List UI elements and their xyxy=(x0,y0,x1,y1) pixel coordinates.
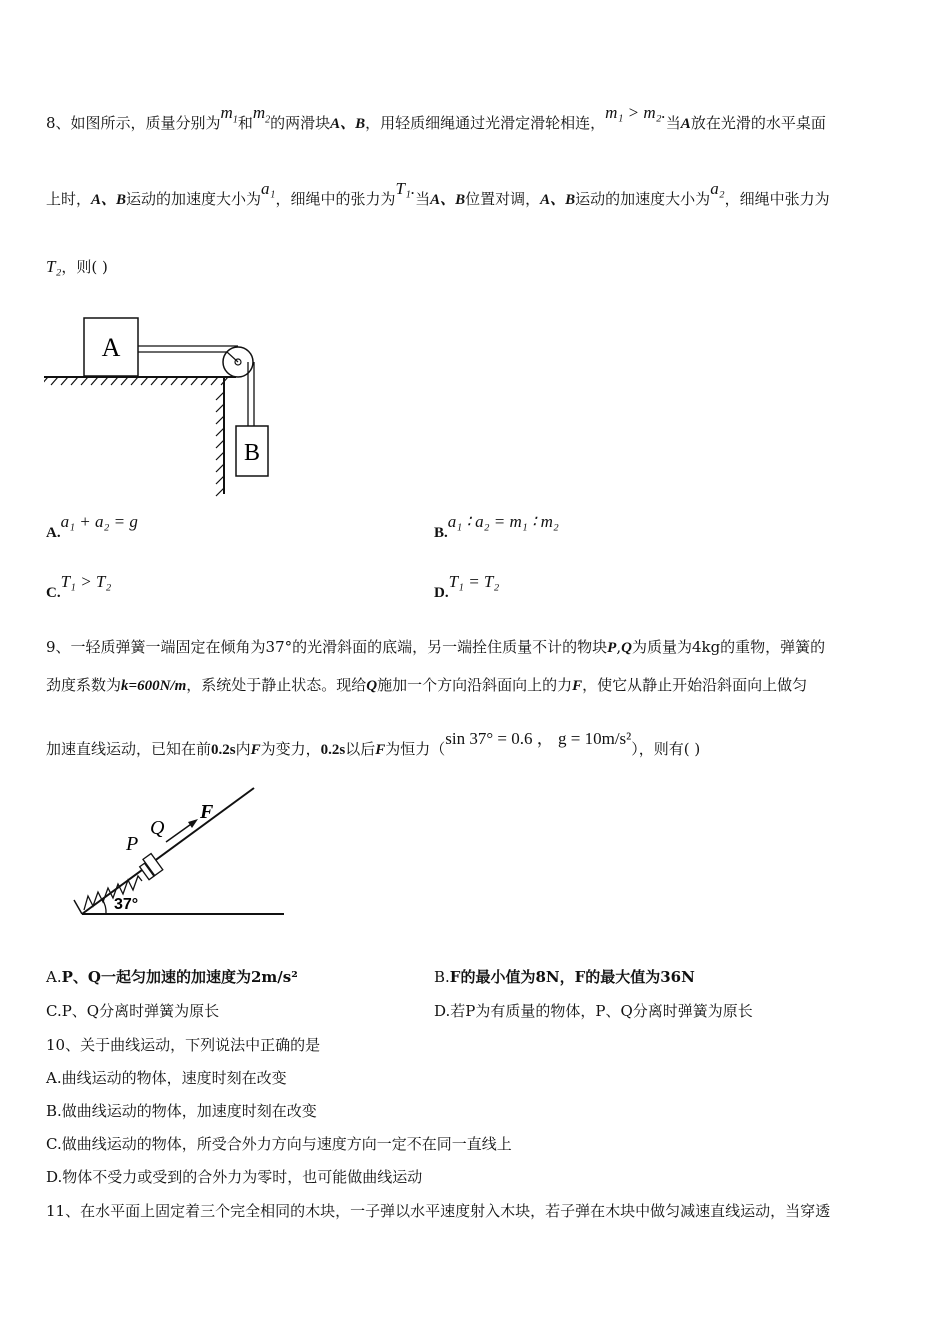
a1-symbol: a₁ xyxy=(261,179,276,198)
t2-symbol: T₂ xyxy=(46,257,62,276)
q8-line-1: 8、如图所示，质量分别为$m_1$和$m_2$的两滑块A、B，用轻质细绳通过光滑定滑轮相连，m₁ > m₂.当A放在光滑的水平桌面 xyxy=(46,103,826,132)
q10-option-c[interactable]: C.做曲线运动的物体，所受合外力方向与速度方向一定不在同一直线上 xyxy=(46,1135,512,1153)
q11-stem: 11、在水平面上固定着三个完全相同的木块，一子弹以水平速度射入木块，若子弹在木块中做匀减速直线运动，当穿透 xyxy=(46,1202,831,1220)
q9-option-c[interactable]: C.P、Q分离时弹簧为原长 xyxy=(46,1002,220,1020)
q8-option-c[interactable]: C.T₁ > T₂ xyxy=(46,572,112,601)
q10-option-d[interactable]: D.物体不受力或受到的合外力为零时，也可能做曲线运动 xyxy=(46,1168,423,1186)
q9-option-b[interactable]: B.F的最小值为8N，F的最大值为36N xyxy=(434,968,695,986)
incline-diagram xyxy=(70,782,290,922)
q9-line-3: 加速直线运动，已知在前0.2s内F为变力，0.2s以后F为恒力（sin 37° = 0.6 ， g = 10m/s²），则有( ) xyxy=(46,729,701,758)
a2-symbol: a₂ xyxy=(710,179,725,198)
q8-option-b[interactable]: B.a₁ ∶ a₂ = m₁ ∶ m₂ xyxy=(434,512,559,541)
mass-condition: m₁ > m₂. xyxy=(605,103,666,122)
q9-line-2: 劲度系数为k=600N/m，系统处于静止状态。现给Q施加一个方向沿斜面向上的力F，使它从静止开始沿斜面向上做匀 xyxy=(46,676,808,694)
svg-text:P: P xyxy=(126,833,139,855)
given-values: sin 37° = 0.6 ， g = 10m/s² xyxy=(445,729,632,748)
svg-text:A: A xyxy=(101,333,121,362)
q8-line-3: T₂，则( ) xyxy=(46,257,108,276)
q8-option-d[interactable]: D.T₁ = T₂ xyxy=(434,572,500,601)
q10-option-a[interactable]: A.曲线运动的物体，速度时刻在改变 xyxy=(46,1069,287,1087)
q10-option-b[interactable]: B.做曲线运动的物体，加速度时刻在改变 xyxy=(46,1102,317,1120)
t1-symbol: T₁. xyxy=(395,179,416,198)
q8-line-2: 上时，A、B运动的加速度大小为a₁，细绳中的张力为T₁.当A、B位置对调，A、B运动的加速度大小为a₂，细绳中张力为 xyxy=(46,179,830,208)
m1-symbol: $m_1$ xyxy=(220,103,238,126)
q9-option-d[interactable]: D.若P为有质量的物体，P、Q分离时弹簧为原长 xyxy=(434,1002,753,1020)
q8-option-a[interactable]: A.a₁ + a₂ = g xyxy=(46,512,138,541)
svg-text:Q: Q xyxy=(150,817,165,839)
svg-text:F: F xyxy=(200,801,214,823)
svg-text:37°: 37° xyxy=(114,896,139,913)
m2-symbol: $m_2$ xyxy=(252,103,271,126)
svg-text:B: B xyxy=(243,440,261,466)
q9-line-1: 9、一轻质弹簧一端固定在倾角为37°的光滑斜面的底端，另一端拴住质量不计的物块P,Q为质量为4kg的重物，弹簧的 xyxy=(46,638,826,656)
pulley-diagram xyxy=(44,312,274,497)
q9-option-a[interactable]: A.P、Q一起匀加速的加速度为2m/s² xyxy=(46,968,298,986)
q10-stem: 10、关于曲线运动，下列说法中正确的是 xyxy=(46,1036,321,1054)
